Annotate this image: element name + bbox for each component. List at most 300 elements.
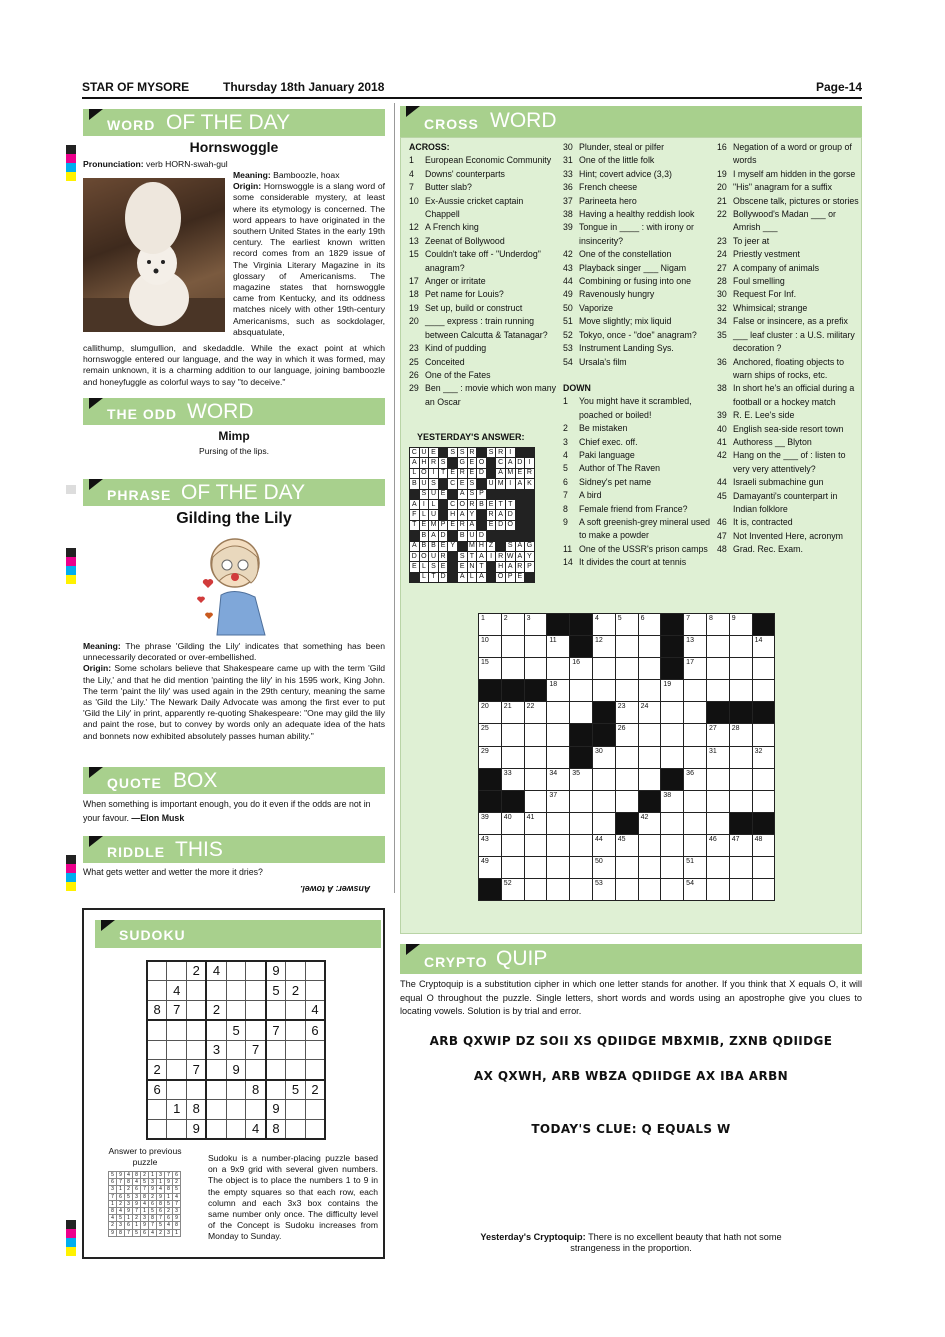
clue-number: 7 — [563, 490, 568, 501]
answer-cell: E — [486, 499, 496, 509]
sudoku-cell[interactable]: 4 — [246, 1119, 266, 1139]
sudoku-cell[interactable] — [286, 1119, 306, 1139]
clue-number: 38 — [563, 209, 573, 220]
crossword-cell[interactable]: 13 — [684, 636, 707, 658]
sudoku-cell[interactable] — [226, 1001, 246, 1021]
crossword-cell[interactable]: 30 — [592, 746, 615, 768]
sudoku-cell[interactable]: 2 — [147, 1060, 167, 1080]
crossword-cell[interactable] — [592, 680, 615, 702]
crossword-cell[interactable]: 6 — [638, 614, 661, 636]
crossword-cell[interactable] — [684, 746, 707, 768]
sudoku-cell[interactable] — [167, 961, 187, 981]
crossword-cell[interactable]: 21 — [501, 702, 524, 724]
sudoku-cell[interactable] — [266, 1080, 286, 1100]
crossword-cell[interactable] — [638, 857, 661, 879]
answer-cell: S — [457, 551, 467, 561]
sudoku-cell[interactable] — [167, 1060, 187, 1080]
clue-item — [563, 208, 713, 221]
sudoku-cell[interactable] — [206, 981, 226, 1001]
crossword-cell[interactable]: 17 — [684, 658, 707, 680]
clue-item — [563, 315, 713, 328]
crossword-cell[interactable] — [684, 724, 707, 746]
black-square — [525, 489, 535, 499]
clue-text: Negation of a word or group of words — [733, 142, 852, 166]
black-square — [592, 724, 615, 746]
clue-item — [717, 382, 859, 409]
answer-cell: D — [410, 551, 420, 561]
clue-number: 42 — [563, 249, 573, 260]
crossword-cell[interactable] — [615, 768, 638, 790]
crossword-cell[interactable] — [547, 724, 570, 746]
clue-text: Whimsical; strange — [733, 302, 808, 313]
black-square — [486, 531, 496, 541]
sudoku-cell[interactable] — [246, 961, 266, 981]
clue-text: Set up, build or construct — [425, 302, 523, 313]
sudoku-cell[interactable]: 8 — [266, 1119, 286, 1139]
sudoku-cell[interactable] — [305, 961, 325, 981]
sudoku-cell[interactable]: 9 — [266, 1100, 286, 1120]
crossword-cell[interactable] — [638, 834, 661, 856]
crossword-cell[interactable] — [524, 636, 547, 658]
crossword-cell[interactable] — [615, 879, 638, 901]
sudoku-cell[interactable]: 4 — [305, 1001, 325, 1021]
sudoku-cell[interactable] — [147, 1040, 167, 1060]
crossword-cell[interactable]: 20 — [479, 702, 502, 724]
crossword-cell[interactable]: 2 — [501, 614, 524, 636]
crossword-cell[interactable] — [570, 812, 593, 834]
crossword-cell[interactable] — [661, 812, 684, 834]
header-rule — [82, 97, 862, 99]
sudoku-cell[interactable] — [266, 1060, 286, 1080]
crossword-cell[interactable] — [752, 857, 775, 879]
crossword-cell[interactable] — [547, 834, 570, 856]
crossword-cell[interactable] — [570, 834, 593, 856]
sudoku-cell[interactable] — [246, 1001, 266, 1021]
answer-cell: M — [505, 468, 515, 478]
crossword-cell[interactable] — [638, 724, 661, 746]
sudoku-cell[interactable] — [305, 1119, 325, 1139]
crossword-cell[interactable]: 33 — [501, 768, 524, 790]
crossword-cell[interactable] — [570, 790, 593, 812]
crossword-cell[interactable] — [729, 790, 752, 812]
crossword-cell[interactable] — [615, 680, 638, 702]
crossword-cell[interactable]: 18 — [547, 680, 570, 702]
crossword-cell[interactable] — [661, 834, 684, 856]
crossword-cell[interactable] — [638, 680, 661, 702]
sudoku-cell[interactable] — [187, 1080, 207, 1100]
crossword-cell[interactable] — [752, 680, 775, 702]
sudoku-cell[interactable] — [147, 961, 167, 981]
crossword-cell[interactable] — [524, 768, 547, 790]
sudoku-cell[interactable] — [226, 981, 246, 1001]
clue-number: 25 — [409, 356, 419, 367]
crossword-cell[interactable]: 27 — [706, 724, 729, 746]
crossword-cell[interactable] — [592, 768, 615, 790]
crossword-cell[interactable] — [661, 879, 684, 901]
crossword-cell[interactable] — [706, 658, 729, 680]
crossword-cell[interactable]: 24 — [638, 702, 661, 724]
crossword-cell[interactable]: 49 — [479, 857, 502, 879]
crossword-cell[interactable]: 48 — [752, 834, 775, 856]
sudoku-cell[interactable] — [246, 1100, 266, 1120]
clue-item — [563, 516, 713, 543]
crossword-cell[interactable] — [547, 702, 570, 724]
crossword-cell[interactable] — [638, 636, 661, 658]
sudoku-cell[interactable] — [226, 961, 246, 981]
crossword-cell[interactable] — [661, 724, 684, 746]
sudoku-cell[interactable] — [286, 1100, 306, 1120]
clue-number: 8 — [563, 503, 568, 514]
sudoku-cell[interactable] — [147, 1119, 167, 1139]
bar-label-big: OF THE DAY — [181, 481, 306, 504]
sudoku-cell[interactable] — [167, 1020, 187, 1040]
sudoku-cell[interactable] — [187, 981, 207, 1001]
crossword-cell[interactable]: 14 — [752, 636, 775, 658]
sudoku-cell[interactable] — [147, 981, 167, 1001]
crossword-cell[interactable] — [570, 680, 593, 702]
crossword-cell[interactable]: 31 — [706, 746, 729, 768]
crossword-cell[interactable]: 45 — [615, 834, 638, 856]
crossword-cell[interactable] — [547, 812, 570, 834]
answer-cell: E — [438, 562, 448, 572]
answer-cell: A — [429, 531, 439, 541]
sudoku-cell[interactable] — [147, 1100, 167, 1120]
sudoku-cell[interactable]: 6 — [147, 1080, 167, 1100]
crossword-cell[interactable]: 3 — [524, 614, 547, 636]
sudoku-cell[interactable] — [286, 961, 306, 981]
crossword-cell[interactable] — [729, 746, 752, 768]
sudoku-cell[interactable] — [206, 1020, 226, 1040]
crossword-cell[interactable] — [524, 790, 547, 812]
crossword-cell[interactable]: 36 — [684, 768, 707, 790]
sudoku-cell[interactable] — [246, 1060, 266, 1080]
crossword-cell[interactable] — [570, 857, 593, 879]
sudoku-cell[interactable] — [286, 1001, 306, 1021]
black-square — [438, 510, 448, 520]
sudoku-cell[interactable] — [206, 1060, 226, 1080]
sudoku-cell[interactable]: 2 — [187, 961, 207, 981]
crossword-cell[interactable] — [501, 834, 524, 856]
crossword-cell[interactable]: 1 — [479, 614, 502, 636]
clue-number: 30 — [717, 289, 727, 300]
crossword-cell[interactable] — [524, 658, 547, 680]
answer-cell: Y — [467, 510, 477, 520]
answer-cell: B — [419, 531, 429, 541]
sudoku-cell[interactable]: 7 — [246, 1040, 266, 1060]
clue-number: 29 — [409, 383, 419, 394]
crossword-cell[interactable] — [524, 724, 547, 746]
crossword-cell[interactable] — [638, 658, 661, 680]
answer-cell: T — [477, 562, 487, 572]
crossword-cell[interactable] — [570, 879, 593, 901]
crossword-cell[interactable]: 42 — [638, 812, 661, 834]
crossword-cell[interactable] — [547, 879, 570, 901]
crossword-cell[interactable] — [524, 746, 547, 768]
crossword-cell[interactable]: 44 — [592, 834, 615, 856]
previous-answer-cell: 6 — [109, 1179, 117, 1186]
answer-cell: S — [438, 458, 448, 468]
sudoku-cell[interactable]: 8 — [147, 1001, 167, 1021]
answer-cell: M — [467, 541, 477, 551]
sudoku-cell[interactable] — [226, 1040, 246, 1060]
sudoku-cell[interactable] — [246, 1020, 266, 1040]
crossword-cell[interactable] — [615, 658, 638, 680]
sudoku-cell[interactable] — [305, 1100, 325, 1120]
black-square — [752, 702, 775, 724]
sudoku-cell[interactable]: 5 — [266, 981, 286, 1001]
answer-cell: U — [467, 531, 477, 541]
across-heading: ACROSS: — [409, 142, 450, 152]
crossword-cell[interactable] — [501, 636, 524, 658]
clue-item — [717, 235, 859, 248]
crossword-cell[interactable]: 37 — [547, 790, 570, 812]
crossword-cell[interactable] — [524, 857, 547, 879]
crossword-cell[interactable] — [547, 746, 570, 768]
crossword-cell[interactable] — [638, 746, 661, 768]
crossword-cell[interactable]: 16 — [570, 658, 593, 680]
answer-cell: R — [467, 448, 477, 458]
sudoku-cell[interactable] — [286, 1040, 306, 1060]
sudoku-cell[interactable] — [147, 1020, 167, 1040]
crossword-cell[interactable]: 41 — [524, 812, 547, 834]
crossword-cell[interactable] — [706, 680, 729, 702]
previous-answer-cell: 4 — [173, 1193, 181, 1200]
crossword-cell[interactable] — [570, 702, 593, 724]
crossword-cell[interactable]: 15 — [479, 658, 502, 680]
sudoku-cell[interactable]: 5 — [226, 1020, 246, 1040]
sudoku-cell[interactable]: 1 — [167, 1100, 187, 1120]
sudoku-cell[interactable]: 4 — [167, 981, 187, 1001]
black-square — [515, 489, 525, 499]
clue-text: Butter slab? — [425, 182, 472, 193]
crossword-cell[interactable] — [706, 790, 729, 812]
sudoku-cell[interactable] — [167, 1119, 187, 1139]
crossword-cell[interactable] — [592, 658, 615, 680]
sudoku-cell[interactable] — [226, 1119, 246, 1139]
sudoku-cell[interactable]: 3 — [206, 1040, 226, 1060]
crossword-cell[interactable]: 12 — [592, 636, 615, 658]
sudoku-cell[interactable]: 7 — [187, 1060, 207, 1080]
crossword-cell[interactable]: 47 — [729, 834, 752, 856]
sudoku-cell[interactable] — [226, 1100, 246, 1120]
color-registration-marks — [66, 855, 76, 891]
crossword-cell[interactable]: 32 — [752, 746, 775, 768]
crossword-cell[interactable] — [615, 857, 638, 879]
crossword-cell[interactable] — [661, 702, 684, 724]
crossword-cell[interactable] — [729, 857, 752, 879]
sudoku-cell[interactable] — [246, 981, 266, 1001]
clue-number: 13 — [409, 235, 419, 246]
crossword-cell[interactable]: 39 — [479, 812, 502, 834]
crossword-cell[interactable] — [592, 790, 615, 812]
answer-cell: A — [515, 541, 525, 551]
crossword-cell[interactable] — [684, 680, 707, 702]
crossword-cell[interactable] — [547, 857, 570, 879]
black-square — [638, 790, 661, 812]
black-square — [525, 448, 535, 458]
crossword-cell[interactable] — [501, 857, 524, 879]
crossword-cell[interactable] — [615, 790, 638, 812]
flag-icon — [89, 479, 103, 490]
sudoku-cell[interactable] — [266, 1040, 286, 1060]
crossword-cell[interactable]: 22 — [524, 702, 547, 724]
sudoku-cell[interactable] — [286, 1060, 306, 1080]
crossword-cell[interactable] — [524, 834, 547, 856]
clue-number: 48 — [717, 544, 727, 555]
crossword-cell[interactable] — [706, 857, 729, 879]
crossword-cell[interactable]: 34 — [547, 768, 570, 790]
sudoku-cell[interactable]: 2 — [206, 1001, 226, 1021]
crossword-cell[interactable]: 35 — [570, 768, 593, 790]
crossword-cell[interactable]: 51 — [684, 857, 707, 879]
black-square — [496, 541, 506, 551]
crossword-cell[interactable] — [729, 658, 752, 680]
sudoku-cell[interactable]: 9 — [187, 1119, 207, 1139]
crossword-cell[interactable]: 54 — [684, 879, 707, 901]
crossword-cell[interactable] — [638, 768, 661, 790]
crossword-cell[interactable] — [729, 636, 752, 658]
clue-number: 47 — [717, 530, 727, 541]
sudoku-cell[interactable]: 4 — [206, 961, 226, 981]
crossword-cell[interactable]: 29 — [479, 746, 502, 768]
crossword-cell[interactable] — [592, 812, 615, 834]
sudoku-cell[interactable] — [187, 1040, 207, 1060]
flag-icon — [89, 398, 103, 409]
crossword-cell[interactable] — [752, 658, 775, 680]
clue-number: 54 — [563, 356, 573, 367]
phrase-meaning: The phrase 'Gilding the Lily' indicates that something has been unnecessarily decorated or over-embellished. — [83, 641, 385, 663]
crossword-cell[interactable]: 5 — [615, 614, 638, 636]
crossword-cell[interactable] — [524, 879, 547, 901]
crossword-cell[interactable] — [752, 790, 775, 812]
crossword-cell[interactable]: 8 — [706, 614, 729, 636]
sudoku-cell[interactable]: 2 — [305, 1080, 325, 1100]
sudoku-cell[interactable] — [305, 1060, 325, 1080]
sudoku-cell[interactable]: 8 — [246, 1080, 266, 1100]
crossword-cell[interactable]: 10 — [479, 636, 502, 658]
crossword-cell[interactable]: 28 — [729, 724, 752, 746]
crossword-cell[interactable] — [752, 768, 775, 790]
sudoku-cell[interactable]: 5 — [286, 1080, 306, 1100]
crossword-cell[interactable]: 11 — [547, 636, 570, 658]
sudoku-cell[interactable] — [206, 1119, 226, 1139]
crossword-cell[interactable]: 23 — [615, 702, 638, 724]
clue-number: 31 — [563, 155, 573, 166]
crossword-cell[interactable] — [729, 680, 752, 702]
sudoku-cell[interactable]: 9 — [266, 961, 286, 981]
clue-item — [563, 302, 713, 315]
sudoku-cell[interactable]: 6 — [305, 1020, 325, 1040]
riddle-bar — [83, 836, 385, 863]
sudoku-bar — [95, 920, 381, 948]
crossword-cell[interactable] — [615, 636, 638, 658]
black-square — [661, 658, 684, 680]
crossword-cell[interactable]: 50 — [592, 857, 615, 879]
crossword-cell[interactable]: 53 — [592, 879, 615, 901]
sudoku-cell[interactable] — [206, 1100, 226, 1120]
crossword-cell[interactable]: 25 — [479, 724, 502, 746]
sudoku-cell[interactable]: 7 — [167, 1001, 187, 1021]
flag-icon — [406, 944, 420, 955]
crossword-cell[interactable] — [638, 879, 661, 901]
clue-text: Tongue in ____ : with irony or insincerity? — [579, 222, 694, 246]
sudoku-cell[interactable]: 2 — [286, 981, 306, 1001]
crossword-cell[interactable] — [501, 724, 524, 746]
crossword-cell[interactable] — [501, 746, 524, 768]
answer-cell: D — [477, 468, 487, 478]
clue-item — [717, 449, 859, 476]
sudoku-cell[interactable]: 9 — [226, 1060, 246, 1080]
crossword-cell[interactable] — [684, 812, 707, 834]
crossword-cell[interactable] — [661, 746, 684, 768]
previous-answer-cell: 9 — [141, 1222, 149, 1229]
crossword-cell[interactable] — [752, 879, 775, 901]
crossword-cell[interactable] — [684, 834, 707, 856]
crossword-cell[interactable] — [706, 768, 729, 790]
crossword-cell[interactable]: 40 — [501, 812, 524, 834]
answer-cell: S — [448, 448, 458, 458]
clue-text: Ben ___ : movie which won many an Oscar — [425, 383, 557, 407]
crossword-cell[interactable] — [684, 790, 707, 812]
sudoku-cell[interactable] — [305, 1040, 325, 1060]
sudoku-cell[interactable] — [226, 1080, 246, 1100]
crossword-cell[interactable]: 46 — [706, 834, 729, 856]
crossword-cell[interactable] — [661, 857, 684, 879]
bar-label-big: QUIP — [496, 947, 548, 970]
flag-icon — [89, 836, 103, 847]
crossword-cell[interactable] — [729, 768, 752, 790]
crossword-cell[interactable]: 38 — [661, 790, 684, 812]
crossword-cell[interactable]: 4 — [592, 614, 615, 636]
sudoku-cell[interactable]: 8 — [187, 1100, 207, 1120]
sudoku-cell[interactable]: 7 — [266, 1020, 286, 1040]
sudoku-cell[interactable] — [167, 1080, 187, 1100]
sudoku-cell[interactable] — [286, 1020, 306, 1040]
crossword-cell[interactable]: 26 — [615, 724, 638, 746]
crossword-cell[interactable] — [706, 812, 729, 834]
crossword-cell[interactable] — [752, 724, 775, 746]
black-square — [410, 489, 420, 499]
answer-cell: P — [438, 520, 448, 530]
crossword-cell[interactable] — [729, 879, 752, 901]
clue-text: Author of The Raven — [579, 463, 661, 474]
sudoku-cell[interactable] — [266, 1001, 286, 1021]
crossword-cell[interactable]: 7 — [684, 614, 707, 636]
clue-text: False or insincere, as a prefix — [733, 316, 848, 327]
bar-label-big: WORD — [490, 109, 557, 132]
black-square — [477, 520, 487, 530]
clue-text: Downs' counterparts — [425, 168, 505, 179]
sudoku-cell[interactable] — [305, 981, 325, 1001]
crossword-cell[interactable] — [706, 636, 729, 658]
crossword-cell[interactable] — [501, 658, 524, 680]
crossword-cell[interactable]: 9 — [729, 614, 752, 636]
sudoku-cell[interactable] — [206, 1080, 226, 1100]
crossword-cell[interactable] — [547, 658, 570, 680]
crossword-cell[interactable] — [684, 702, 707, 724]
clue-text: One of the Fates — [425, 369, 491, 380]
crossword-cell[interactable] — [706, 879, 729, 901]
crossword-cell[interactable]: 19 — [661, 680, 684, 702]
crossword-cell[interactable]: 43 — [479, 834, 502, 856]
clue-item — [717, 208, 859, 235]
crossword-cell[interactable] — [615, 746, 638, 768]
clue-text: Kind of pudding — [425, 343, 487, 354]
sudoku-cell[interactable] — [167, 1040, 187, 1060]
crossword-cell[interactable]: 52 — [501, 879, 524, 901]
sudoku-cell[interactable] — [187, 1001, 207, 1021]
sudoku-cell[interactable] — [187, 1020, 207, 1040]
